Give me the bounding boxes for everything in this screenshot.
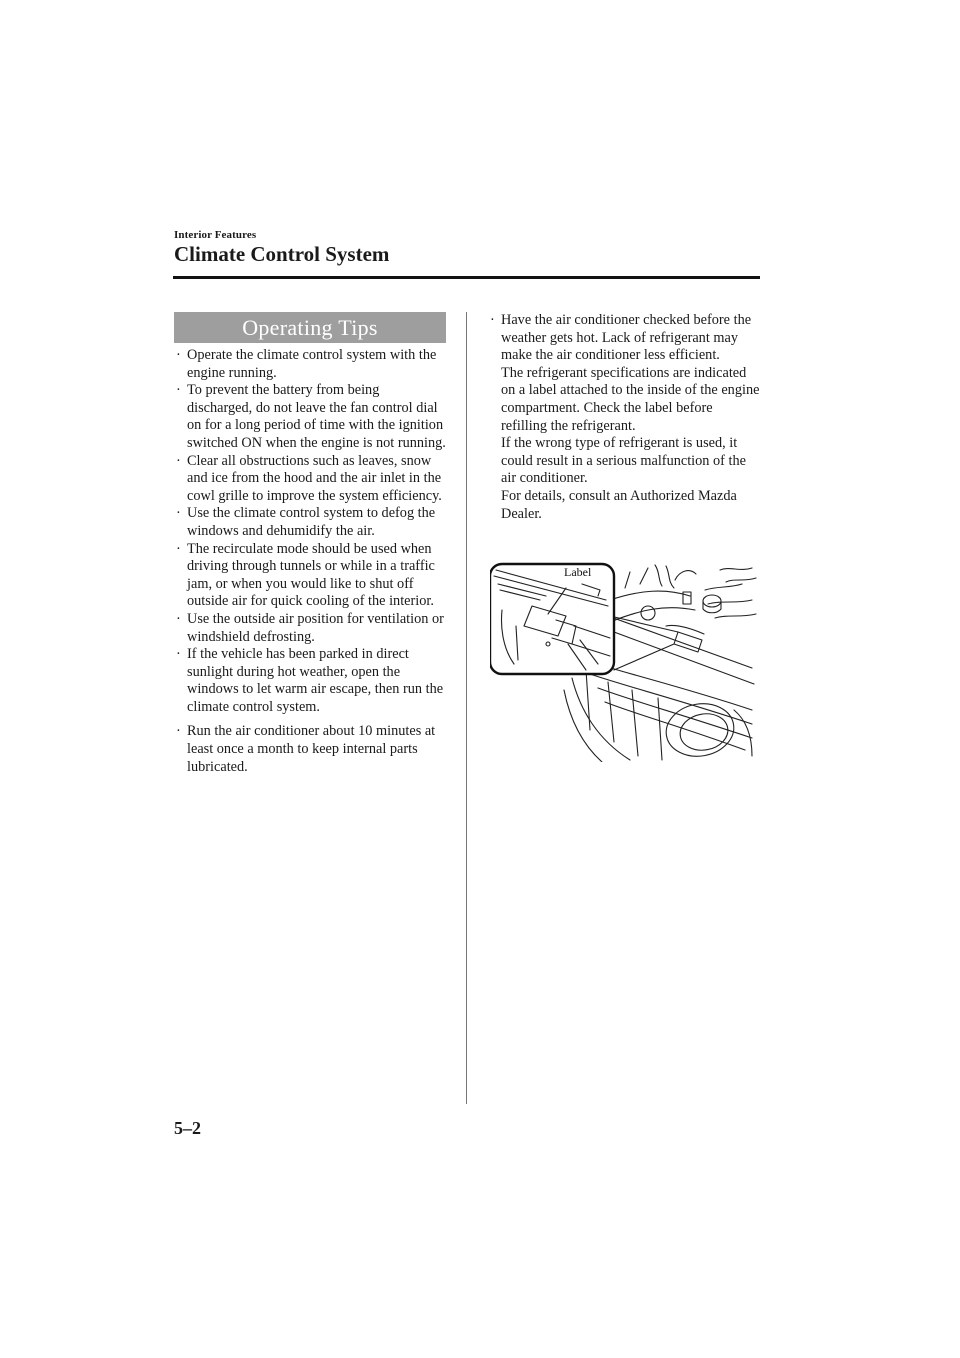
bullet-icon: · <box>490 312 495 328</box>
tip-item <box>174 382 446 452</box>
tip-text: To prevent the battery from being discharged, do not leave the fan control dial on for a long period of time with the ignition switched ON when the engine is not running. <box>187 382 446 451</box>
tip-text: If the vehicle has been parked in direct sunlight during hot weather, open the windows to let warm air escape, then run the climate control system. <box>187 646 444 715</box>
tip-text: Clear all obstructions such as leaves, snow and ice from the hood and the air inlet in the cowl grille to improve the system efficiency. <box>187 452 442 504</box>
section-label: Interior Features <box>174 229 257 241</box>
tip-item <box>174 347 446 382</box>
refrigerant-label-illustration <box>490 560 760 762</box>
tip-item <box>174 723 446 776</box>
column-divider <box>466 312 467 1104</box>
bullet-icon: · <box>176 347 181 363</box>
bullet-icon: · <box>176 646 181 663</box>
refrigerant-warning-text: If the wrong type of refrigerant is used, it could result in a serious malfunction of the air conditioner. <box>501 435 746 487</box>
dealer-text: For details, consult an Authorized Mazda Dealer. <box>501 487 737 522</box>
tip-item <box>174 541 446 611</box>
refrigerant-list <box>488 312 760 523</box>
bullet-icon: · <box>176 382 181 399</box>
tip-text: Operate the climate control system with the engine running. <box>187 347 437 381</box>
tip-item <box>174 505 446 540</box>
bullet-icon: · <box>176 505 181 522</box>
tip-text: Use the outside air position for ventilation or windshield defrosting. <box>187 610 444 645</box>
tip-text: Use the climate control system to defog the windows and dehumidify the air. <box>187 505 436 539</box>
tip-item <box>174 453 446 506</box>
right-column <box>488 312 760 523</box>
page-number: 5–2 <box>174 1118 201 1138</box>
page-title: Climate Control System <box>174 242 390 266</box>
bullet-icon: · <box>176 610 181 627</box>
operating-tips-banner: Operating Tips <box>174 312 446 343</box>
refrigerant-item <box>488 312 760 523</box>
figure-label-text: Label <box>564 565 592 579</box>
refrigerant-intro: Have the air conditioner checked before the weather gets hot. Lack of refrigerant may make the air conditioner less efficient. <box>501 312 752 364</box>
refrigerant-spec-text: The refrigerant specifications are indicated on a label attached to the inside of the engine compartment. Check the label before refilling the refrigerant. <box>501 364 760 434</box>
title-rule <box>173 276 760 279</box>
left-column <box>174 312 446 776</box>
tip-item <box>174 611 446 646</box>
bullet-icon: · <box>176 452 181 469</box>
tip-text: Run the air conditioner about 10 minutes at least once a month to keep internal parts lubricated. <box>187 723 436 775</box>
bullet-icon: · <box>176 540 181 557</box>
tip-text: The recirculate mode should be used when driving through tunnels or while in a traffic jam, or when you would like to shut off outside air for quick cooling of the interior. <box>187 540 435 610</box>
tips-list <box>174 347 446 776</box>
tip-item <box>174 646 446 716</box>
bullet-icon: · <box>176 723 181 740</box>
